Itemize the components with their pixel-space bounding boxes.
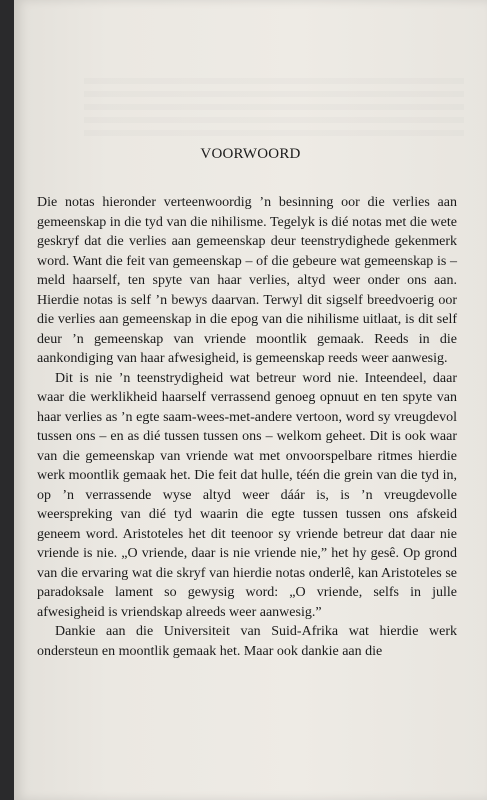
paragraph-1: Die notas hieronder verteenwoordig ’n besinning oor die verlies aan gemeenskap in die tyd van die nihilisme. Tegelyk is dié notas met die wete geskryf dat die verlies aan gemeenskap deur teenstrydighede gekenmerk word. Want die feit van gemeenskap – of die gebeure wat gemeenskap is – meld haarself, ten spyte van haar verlies, altyd weer onder ons aan. Hierdie notas is self ’n bewys daarvan. Terwyl dit sigself breedvoerig oor die verlies aan gemeenskap in die epog van die nihilisme uitlaat, is dit self deur ’n gemeenskap van vriende moontlik gemaak. Reeds in die aankondiging van haar afwesigheid, is gemeenskap reeds weer aanwesig.	[37, 195, 457, 366]
show-through-text	[84, 78, 464, 138]
page-title: VOORWOORD	[200, 146, 301, 162]
paragraph-3: Dankie aan die Universiteit van Suid-Afrika wat hierdie werk ondersteun en moontlik gemaak het. Maar ook dankie aan die	[37, 624, 457, 659]
book-page	[14, 0, 487, 800]
paragraph-2: Dit is nie ’n teenstrydigheid wat betreur word nie. Inteendeel, daar waar die werklikheid haarself verrassend genoeg opnuut en ten spyte van haar verlies as ’n egte saam-wees-met-andere vertoon, word sy vreugdevol tussen ons – en as dié tussen tussen ons – welkom geheet. Dit is ook waar van die gemeenskap van vriende wat met onvoorspelbare ritmes hierdie werk moontlik gemaak het. Die feit dat hulle, téén die grein van die tyd in, op ’n verrassende wyse altyd weer dáár is, is ’n vreugdevolle weerspreking van dié tyd waarin die egte tussen tussen ons afskeid geneem word. Aristoteles het dit teenoor sy vriende betreur dat daar nie vriende is nie. „O vriende, daar is nie vriende nie,” het hy gesê. Op grond van die ervaring wat die skryf van hierdie notas onderlê, kan Aristoteles se paradoksale lament so gewysig word: „O vriende, selfs in julle afwesigheid is vriendskap alreeds weer aanwesig.”	[37, 370, 457, 620]
page-body	[37, 193, 457, 661]
